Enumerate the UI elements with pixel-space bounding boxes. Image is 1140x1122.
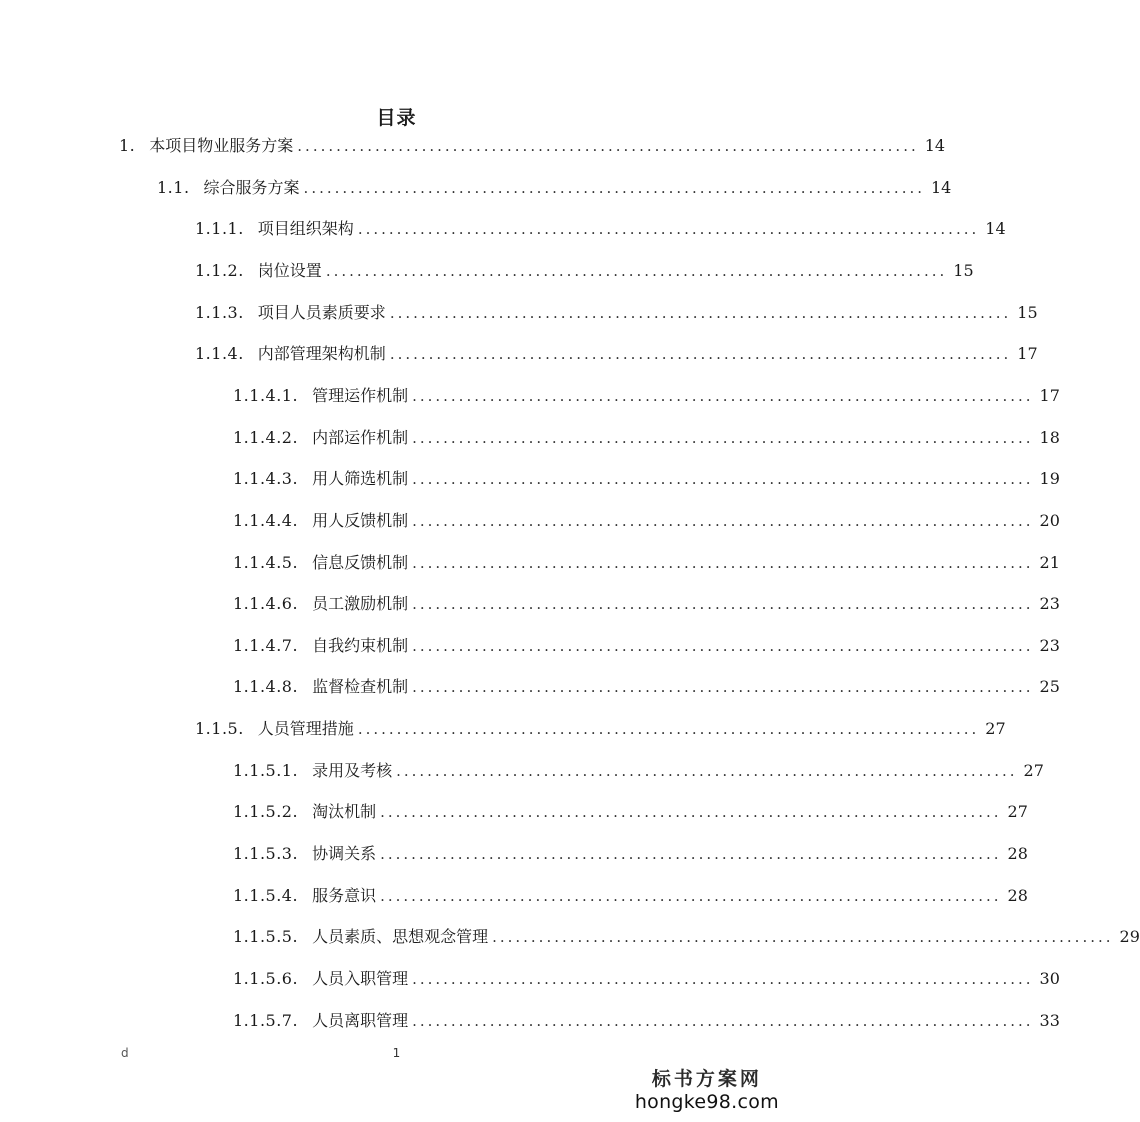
toc-entry[interactable] xyxy=(233,1006,1060,1036)
toc-leader-dots: ................................................................................ xyxy=(412,386,1034,405)
toc-entry-page: 18 xyxy=(1039,427,1060,447)
toc-entry-label: 本项目物业服务方案 xyxy=(149,136,294,155)
toc-entry-label: 内部运作机制 xyxy=(312,427,409,447)
toc-entry[interactable] xyxy=(195,214,1006,244)
toc-entry-page: 27 xyxy=(1007,802,1028,822)
toc-entry-label: 用人反馈机制 xyxy=(312,510,409,530)
toc-entry[interactable] xyxy=(233,672,1060,702)
toc-entry-page: 15 xyxy=(1017,302,1038,322)
toc-entry-label: 淘汰机制 xyxy=(312,802,377,822)
toc-entry-page: 25 xyxy=(1039,677,1060,697)
toc-entry-label: 员工激励机制 xyxy=(312,594,409,614)
toc-entry-number: 1.1.5. xyxy=(195,719,244,739)
toc-entry-label: 人员离职管理 xyxy=(312,1010,409,1030)
toc-entry-label: 管理运作机制 xyxy=(312,385,409,405)
toc-entry-page: 27 xyxy=(985,719,1006,739)
footer-mark: d xyxy=(121,1046,129,1060)
footer-page-number: 1 xyxy=(392,1046,401,1060)
toc-entry-page: 23 xyxy=(1039,594,1060,614)
toc-entry-label: 项目组织架构 xyxy=(257,219,354,239)
toc-leader-dots: ................................................................................ xyxy=(412,636,1034,655)
toc-entry-page: 28 xyxy=(1007,844,1028,864)
toc-entry[interactable] xyxy=(195,339,1038,369)
toc-entry-number: 1.1.1. xyxy=(195,219,244,239)
toc-entry[interactable] xyxy=(233,631,1060,661)
toc-entry[interactable] xyxy=(233,756,1044,786)
toc-entry-number: 1.1.5.1. xyxy=(233,760,299,780)
toc-leader-dots: ................................................................................ xyxy=(303,178,925,197)
toc-entry-label: 综合服务方案 xyxy=(203,177,300,197)
toc-entry-label: 项目人员素质要求 xyxy=(257,302,386,322)
toc-leader-dots: ................................................................................ xyxy=(412,470,1034,489)
toc-entry-page: 28 xyxy=(1007,885,1028,905)
toc-entry-number: 1.1.4. xyxy=(195,344,244,364)
toc-entry[interactable] xyxy=(157,173,952,203)
toc-entry-number: 1.1.5.3. xyxy=(233,844,299,864)
toc-leader-dots: ................................................................................ xyxy=(396,761,1018,780)
toc-entry-number: 1. xyxy=(119,136,136,155)
toc-entry-number: 1.1.2. xyxy=(195,260,244,280)
toc-entry[interactable] xyxy=(233,922,1140,952)
toc-leader-dots: ................................................................................ xyxy=(412,678,1034,697)
toc-entry-page: 29 xyxy=(1119,927,1140,947)
toc-entry-label: 协调关系 xyxy=(312,844,377,864)
page-title: 目录 xyxy=(376,107,417,129)
toc-entry-number: 1.1.5.5. xyxy=(233,927,299,947)
toc-entry-number: 1.1. xyxy=(157,177,190,197)
toc-entry-label: 人员入职管理 xyxy=(312,969,409,988)
toc-entry[interactable] xyxy=(233,506,1060,536)
toc-leader-dots: ................................................................................ xyxy=(380,803,1002,822)
toc-entry[interactable] xyxy=(233,797,1028,827)
toc-entry-number: 1.1.3. xyxy=(195,302,244,322)
toc-entry-label: 监督检查机制 xyxy=(312,677,409,697)
toc-entry[interactable] xyxy=(233,589,1060,619)
toc-entry-number: 1.1.4.8. xyxy=(233,677,299,697)
watermark-logo xyxy=(635,1068,779,1114)
toc-entry-label: 信息反馈机制 xyxy=(312,552,409,572)
toc-entry-page: 14 xyxy=(985,219,1006,239)
toc-leader-dots: ................................................................................ xyxy=(412,511,1034,530)
toc-entry[interactable] xyxy=(233,839,1028,869)
toc-entry-label: 岗位设置 xyxy=(257,260,322,280)
toc-entry-page: 33 xyxy=(1039,1010,1060,1030)
toc-entry-number: 1.1.4.3. xyxy=(233,469,299,489)
toc-entry-page: 27 xyxy=(1023,760,1044,780)
toc-entry-page: 21 xyxy=(1039,552,1060,572)
watermark-brand-cn: 标书方案网 xyxy=(651,1068,762,1090)
toc-leader-dots: ................................................................................ xyxy=(389,303,1012,322)
toc-entry-page: 30 xyxy=(1039,969,1060,988)
toc-entry-page: 23 xyxy=(1039,635,1060,655)
toc-leader-dots: ................................................................................ xyxy=(325,261,948,280)
toc-entry[interactable] xyxy=(233,548,1060,578)
toc-entry-page: 17 xyxy=(1017,344,1038,364)
toc-entry[interactable] xyxy=(233,881,1028,911)
toc-leader-dots: ................................................................................ xyxy=(357,220,980,239)
toc-leader-dots: ................................................................................ xyxy=(389,345,1012,364)
toc-leader-dots: ................................................................................ xyxy=(492,928,1114,947)
toc-entry-page: 14 xyxy=(924,136,946,155)
toc-leader-dots: ................................................................................ xyxy=(380,886,1002,905)
toc-entry-label: 人员管理措施 xyxy=(257,719,354,739)
toc-entry-number: 1.1.5.6. xyxy=(233,969,299,988)
toc-entry[interactable] xyxy=(233,423,1060,453)
toc-entry-label: 内部管理架构机制 xyxy=(257,344,386,364)
toc-entry-number: 1.1.4.6. xyxy=(233,594,299,614)
toc-entry-number: 1.1.4.4. xyxy=(233,510,299,530)
toc-leader-dots: ................................................................................ xyxy=(380,845,1002,864)
toc-entry-page: 20 xyxy=(1039,510,1060,530)
toc-entry-page: 17 xyxy=(1039,385,1060,405)
toc-entry-label: 录用及考核 xyxy=(312,760,393,780)
toc-entry[interactable] xyxy=(119,131,946,161)
toc-entry-label: 人员素质、思想观念管理 xyxy=(312,927,489,947)
toc-entry-number: 1.1.5.2. xyxy=(233,802,299,822)
toc-entry-number: 1.1.4.7. xyxy=(233,635,299,655)
toc-entry[interactable] xyxy=(195,298,1038,328)
toc-entry-page: 15 xyxy=(953,260,974,280)
toc-entry-number: 1.1.5.7. xyxy=(233,1010,299,1030)
toc-leader-dots: ................................................................................ xyxy=(357,720,980,739)
watermark-brand-url: hongke98.com xyxy=(634,1091,779,1113)
toc-entry[interactable] xyxy=(233,464,1060,494)
toc-leader-dots: ................................................................................ xyxy=(412,595,1034,614)
toc-leader-dots: ................................................................................ xyxy=(412,428,1034,447)
toc-entry[interactable] xyxy=(233,381,1060,411)
toc-leader-dots: ................................................................................ xyxy=(412,553,1034,572)
toc-entry[interactable] xyxy=(195,256,974,286)
toc-entry[interactable] xyxy=(195,714,1006,744)
toc-entry-label: 用人筛选机制 xyxy=(312,469,409,489)
toc-entry-label: 自我约束机制 xyxy=(312,635,409,655)
toc-leader-dots: ................................................................................ xyxy=(412,970,1034,988)
toc-leader-dots: ................................................................................ xyxy=(412,1011,1034,1030)
toc-entry-number: 1.1.4.5. xyxy=(233,552,299,572)
toc-entry[interactable] xyxy=(233,964,1060,994)
toc-entry-number: 1.1.4.2. xyxy=(233,427,299,447)
toc-leader-dots: ................................................................................ xyxy=(297,137,919,155)
toc-entry-page: 14 xyxy=(931,177,952,197)
toc-entry-label: 服务意识 xyxy=(312,885,377,905)
toc-entry-page: 19 xyxy=(1039,469,1060,489)
toc-entry-number: 1.1.5.4. xyxy=(233,885,299,905)
toc-entry-number: 1.1.4.1. xyxy=(233,385,299,405)
